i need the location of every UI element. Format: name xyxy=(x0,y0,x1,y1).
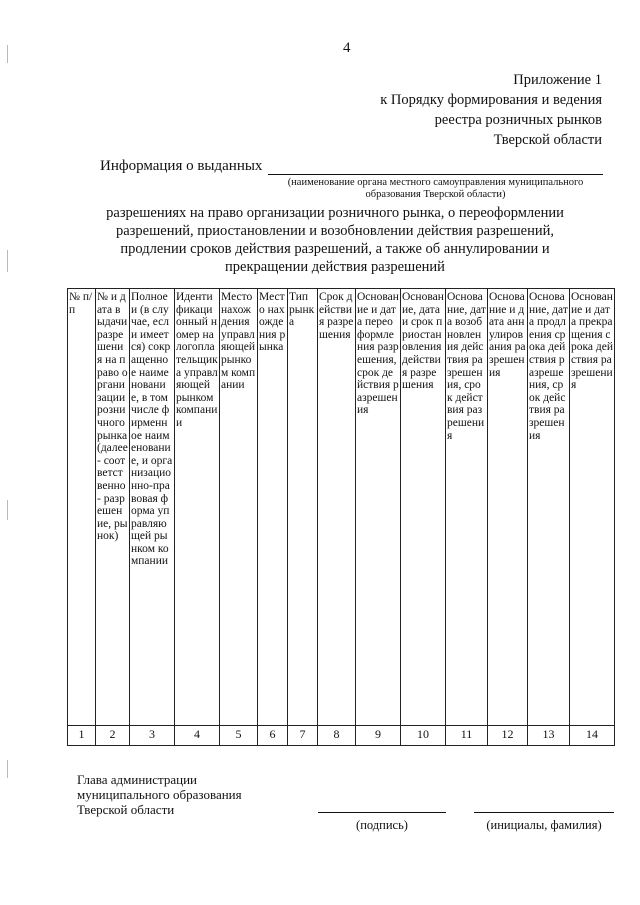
column-header: Основание, дата и срок приостановления действия разрешения xyxy=(401,289,446,726)
margin-mark xyxy=(7,250,8,272)
column-number: 5 xyxy=(220,726,258,746)
column-number: 13 xyxy=(528,726,570,746)
register-table xyxy=(67,288,615,746)
subject-line: прекращении действия разрешений xyxy=(225,259,445,275)
org-caption xyxy=(268,177,603,201)
org-caption-line: (наименование органа местного самоуправления муниципального xyxy=(287,177,584,188)
column-header: Место нахождения рынка xyxy=(258,289,288,726)
column-header: Основание, дата продления срока действия разрешения, срок действия разрешения xyxy=(528,289,570,726)
column-header: Срок действия разрешения xyxy=(318,289,356,726)
column-header: Основание и дата аннулирования разрешения xyxy=(488,289,528,726)
column-number: 12 xyxy=(488,726,528,746)
appendix-line: реестра розничных рынков xyxy=(434,112,602,128)
table-header-row xyxy=(68,289,615,726)
document-subject xyxy=(70,204,600,276)
column-header: Идентификационный номер налогоплательщика управляющей рынком компании xyxy=(175,289,220,726)
appendix-line: Приложение 1 xyxy=(513,72,602,88)
subject-line: продлении сроков действия разрешений, а также об аннулировании и xyxy=(120,241,550,257)
column-header: Место нахождения управляющей рынком компании xyxy=(220,289,258,726)
column-number: 8 xyxy=(318,726,356,746)
signatory-line: Тверской области xyxy=(77,802,175,817)
column-number: 10 xyxy=(401,726,446,746)
column-number: 2 xyxy=(96,726,130,746)
signatory-line: Глава администрации xyxy=(77,772,198,787)
name-caption: (инициалы, фамилия) xyxy=(486,818,602,832)
table-number-row xyxy=(68,726,615,746)
column-header: Полное и (в случае, если имеется) сокращенное наименование, в том числе фирменное наименование, и организационно-правовая форма управляющей рынком компании xyxy=(130,289,175,726)
subject-line: разрешениях на право организации розничного рынка, о переоформлении xyxy=(106,205,564,221)
column-header: Основание, дата возобновления действия разрешения, срок действия разрешения xyxy=(446,289,488,726)
org-caption-line: образования Тверской области) xyxy=(365,189,506,200)
column-header: Основание и дата переоформления разрешения, срок действия разрешения xyxy=(356,289,401,726)
column-number: 9 xyxy=(356,726,401,746)
appendix-line: к Порядку формирования и ведения xyxy=(380,92,602,108)
column-number: 6 xyxy=(258,726,288,746)
subject-line: разрешений, приостановлении и возобновлении действия разрешений, xyxy=(116,223,554,239)
column-number: 14 xyxy=(570,726,615,746)
margin-mark xyxy=(7,760,8,778)
column-number: 3 xyxy=(130,726,175,746)
column-header: Основание и дата прекращения срока действия разрешения xyxy=(570,289,615,726)
margin-mark xyxy=(7,45,8,63)
info-title: Информация о выданных xyxy=(100,158,263,174)
appendix-line: Тверской области xyxy=(493,132,602,148)
column-header: № и дата выдачи разрешения на право организации розничного рынка (далее - соответственно - разрешение, рынок) xyxy=(96,289,130,726)
column-number: 11 xyxy=(446,726,488,746)
signature-blank-line xyxy=(318,812,446,813)
signature-caption: (подпись) xyxy=(356,818,408,832)
column-number: 7 xyxy=(288,726,318,746)
column-number: 1 xyxy=(68,726,96,746)
column-header: Тип рынка xyxy=(288,289,318,726)
org-name-blank-line xyxy=(268,174,603,175)
appendix-header xyxy=(380,70,602,150)
column-header: № п/п xyxy=(68,289,96,726)
name-blank-line xyxy=(474,812,614,813)
signatory-line: муниципального образования xyxy=(77,787,242,802)
margin-mark xyxy=(7,500,8,520)
page-number: 4 xyxy=(343,40,351,56)
column-number: 4 xyxy=(175,726,220,746)
signatory-title xyxy=(77,772,242,817)
